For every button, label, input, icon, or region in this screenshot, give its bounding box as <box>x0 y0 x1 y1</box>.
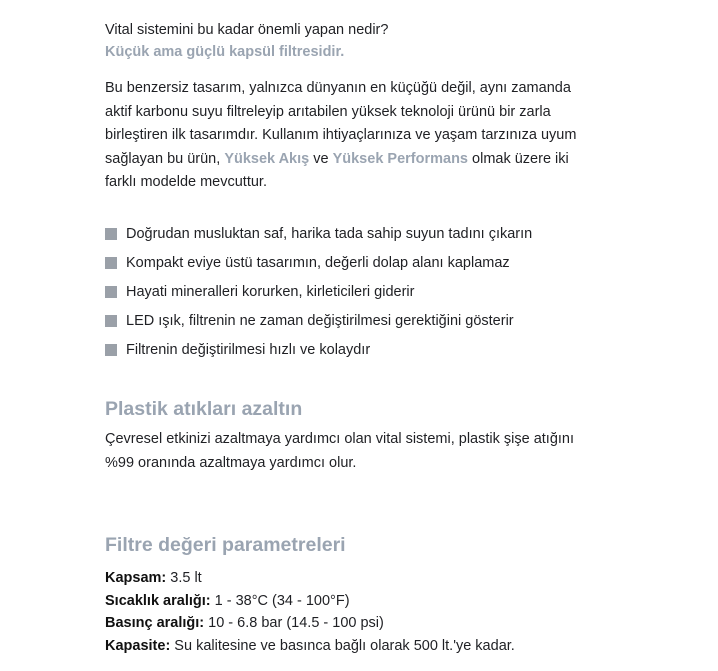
feature-text: Kompakt eviye üstü tasarımın, değerli dolap alanı kaplamaz <box>126 254 510 271</box>
plastic-heading: Plastik atıkları azaltın <box>105 398 303 420</box>
parameter-label: Sıcaklık aralığı: <box>105 592 211 609</box>
feature-text: Doğrudan musluktan saf, harika tada sahip suyun tadını çıkarın <box>126 225 533 242</box>
list-item <box>105 282 585 311</box>
intro-question: Vital sistemini bu kadar önemli yapan nedir? <box>105 22 389 38</box>
list-item <box>105 311 585 340</box>
square-bullet-icon <box>105 315 117 327</box>
square-bullet-icon <box>105 286 117 298</box>
plastic-section <box>105 397 595 475</box>
parameter-list <box>105 567 595 657</box>
square-bullet-icon <box>105 344 117 356</box>
parameter-value: 10 - 6.8 bar (14.5 - 100 psi) <box>204 615 384 631</box>
square-bullet-icon <box>105 228 117 240</box>
description-paragraph <box>105 77 585 195</box>
model-high-performance: Yüksek Performans <box>332 150 468 167</box>
square-bullet-icon <box>105 257 117 269</box>
parameter-label: Kapsam: <box>105 570 167 586</box>
feature-text: Filtrenin değiştirilmesi hızlı ve kolaydır <box>126 342 371 359</box>
list-item <box>105 253 585 282</box>
feature-text: LED ışık, filtrenin ne zaman değiştirilmesi gerektiğini gösterir <box>126 313 514 330</box>
parameter-row <box>105 612 595 635</box>
intro-answer: Küçük ama güçlü kapsül filtresidir. <box>105 44 345 60</box>
description-part2: olmak üzere iki farklı modelde mevcuttur. <box>105 150 569 190</box>
feature-list <box>105 224 585 370</box>
parameter-value: 3.5 lt <box>166 570 202 586</box>
parameter-row <box>105 567 595 590</box>
parameter-label: Kapasite: <box>105 637 171 654</box>
list-item <box>105 224 585 253</box>
parameter-label: Basınç aralığı: <box>105 615 205 631</box>
description-connector: ve <box>309 150 333 167</box>
feature-text: Hayati mineralleri korurken, kirleticileri giderir <box>126 283 415 300</box>
parameter-value: Su kalitesine ve basınca bağlı olarak 500 lt.'ye kadar. <box>170 637 515 654</box>
description-part1: Bu benzersiz tasarım, yalnızca dünyanın en küçüğü değil, aynı zamanda aktif karbonu suyu filtreleyip arıtabilen yüksek teknoloji ürünü bir zarla birleştiren ilk tasarımdır. Kullanım ihtiyaçlarınıza ve yaşam tarzınıza uyum sağlayan bu ürün, <box>105 80 577 167</box>
parameter-row <box>105 590 595 613</box>
plastic-text: Çevresel etkinizi azaltmaya yardımcı olan vital sistemi, plastik şişe atığını %99 oranında azaltmaya yardımcı olur. <box>105 431 575 471</box>
product-description <box>105 20 585 369</box>
parameters-heading: Filtre değeri parametreleri <box>105 534 346 556</box>
model-high-flow: Yüksek Akış <box>224 150 310 167</box>
parameters-section <box>105 533 595 657</box>
list-item <box>105 340 585 369</box>
parameter-value: 1 - 38°C (34 - 100°F) <box>210 592 350 609</box>
parameter-row <box>105 635 595 658</box>
